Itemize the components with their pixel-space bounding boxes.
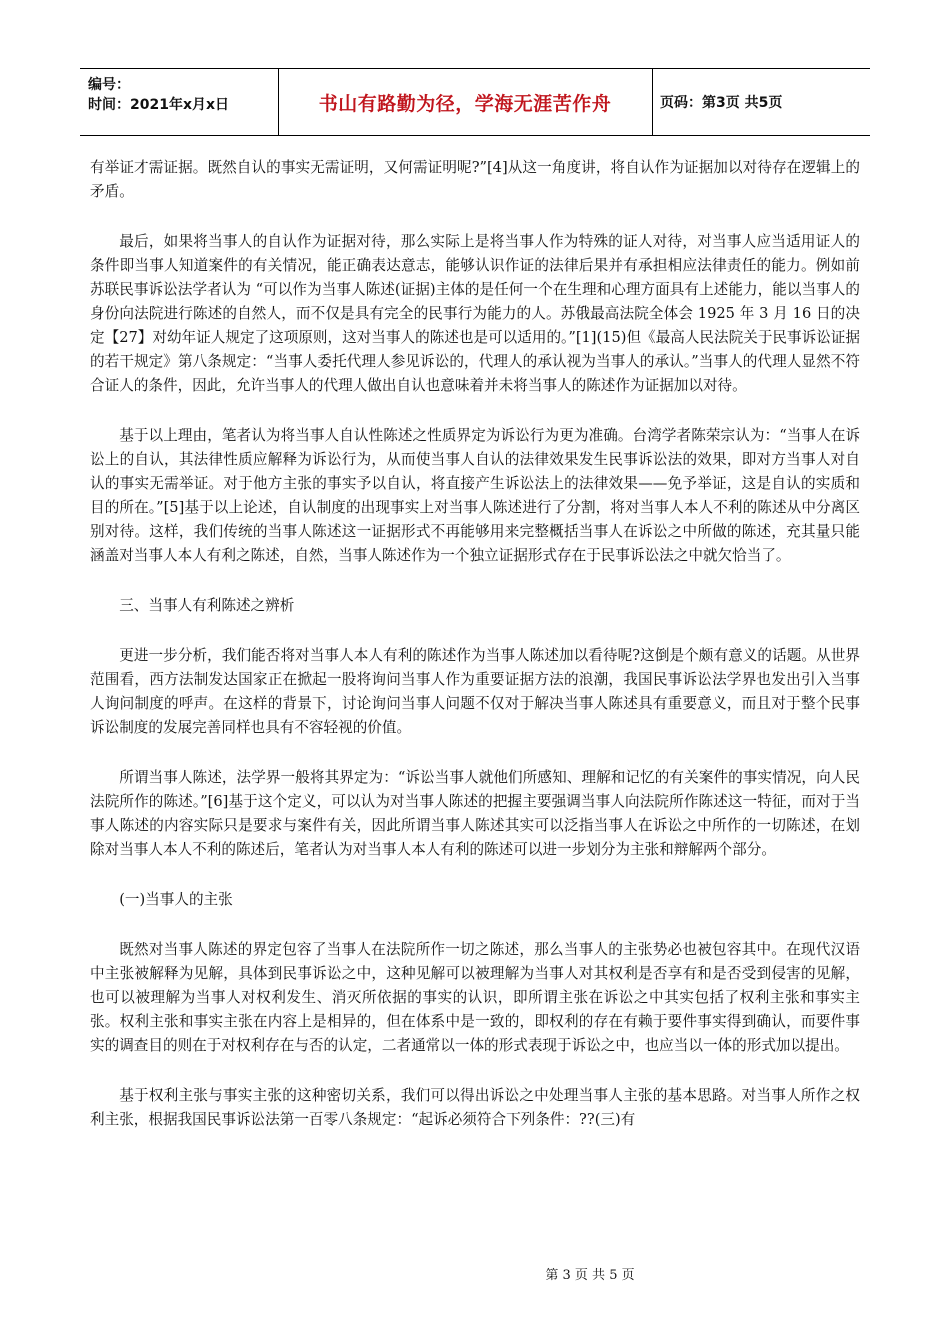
paragraph: 所谓当事人陈述，法学界一般将其界定为：“诉讼当事人就他们所感知、理解和记忆的有关案件的事实情况，向人民法院所作的陈述。”[6]基于这个定义，可以认为对当事人陈述的把握主要强调当事人向法院所作陈述这一特征，而对于当事人陈述的内容实际只是要求与案件有关，因此所谓当事人陈述其实可以泛指当事人在诉讼之中所作的一切陈述，在划除对当事人本人不利的陈述后，笔者认为对当事人本人有利的陈述可以进一步划分为主张和辩解两个部分。 <box>90 769 860 858</box>
page-footer <box>0 1264 950 1283</box>
subsection-heading: (一)当事人的主张 <box>119 891 233 908</box>
paragraph: 基于以上理由，笔者认为将当事人自认性陈述之性质界定为诉讼行为更为准确。台湾学者陈荣宗认为：“当事人在诉讼上的自认，其法律性质应解释为诉讼行为，从而使当事人自认的法律效果发生民事诉讼法的效果，即对方当事人对自认的事实无需举证。对于他方主张的事实予以自认，将直接产生诉讼法上的法律效果——免予举证，这是自认的实质和目的所在。”[5]基于以上论述，自认制度的出现事实上对当事人陈述进行了分割，将对当事人本人不利的陈述从中分离区别对待。这样，我们传统的当事人陈述这一证据形式不再能够用来完整概括当事人在诉讼之中所做的陈述，充其量只能涵盖对当事人本人有利之陈述，自然，当事人陈述作为一个独立证据形式存在于民事诉讼法之中就欠恰当了。 <box>90 427 860 564</box>
paragraph: 最后，如果将当事人的自认作为证据对待，那么实际上是将当事人作为特殊的证人对待，对当事人应当适用证人的条件即当事人知道案件的有关情况，能正确表达意志，能够认识作证的法律后果并有承担相应法律责任的能力。例如前苏联民事诉讼法学者认为 “可以作为当事人陈述(证据)主体的是任何一个在生理和心理方面具有上述能力，能以当事人的身份向法院进行陈述的自然人，而不仅是具有完全的民事行为能力的人。苏俄最高法院全体会 1925 年 3 月 16 日的决定【27】对幼年证人规定了这项原则，这对当事人的陈述也是可以适用的。”[1](15)但《最高人民法院关于民事诉讼证据的若干规定》第八条规定：“当事人委托代理人参见诉讼的，代理人的承认视为当事人的承认。”当事人的代理人显然不符合证人的条件，因此，允许当事人的代理人做出自认也意味着并未将当事人的陈述作为证据加以对待。 <box>90 233 860 394</box>
footer-page-number: 第 3 页 共 5 页 <box>545 1268 635 1283</box>
number-label: 编号： <box>88 77 130 93</box>
section-heading: 三、当事人有利陈述之辨析 <box>119 597 295 614</box>
paragraph: 基于权利主张与事实主张的这种密切关系，我们可以得出诉讼之中处理当事人主张的基本思路。对当事人所作之权利主张，根据我国民事诉讼法第一百零八条规定：“起诉必须符合下列条件：??(三)有 <box>90 1087 860 1128</box>
paragraph: 更进一步分析，我们能否将对当事人本人有利的陈述作为当事人陈述加以看待呢?这倒是个颇有意义的话题。从世界范围看，西方法制发达国家正在掀起一股将询问当事人作为重要证据方法的浪潮，我国民事诉讼法学界也发出引入当事人询问制度的呼声。在这样的背景下，讨论询问当事人问题不仅对于解决当事人陈述具有重要意义，而且对于整个民事诉讼制度的发展完善同样也具有不容轻视的价值。 <box>90 647 860 736</box>
header-meta <box>88 75 229 115</box>
time-label: 时间：2021年x月x日 <box>88 97 230 113</box>
paragraph: 既然对当事人陈述的界定包容了当事人在法院所作一切之陈述，那么当事人的主张势必也被包容其中。在现代汉语中主张被解释为见解，具体到民事诉讼之中，这种见解可以被理解为当事人对其权利是否享有和是否受到侵害的见解，也可以被理解为当事人对权利发生、消灭所依据的事实的认识，即所谓主张在诉讼之中其实包括了权利主张和事实主张。权利主张和事实主张在内容上是相异的，但在体系中是一致的，即权利的存在有赖于要件事实得到确认，而要件事实的调查目的则在于对权利存在与否的认定，二者通常以一体的形式表现于诉讼之中，也应当以一体的形式加以提出。 <box>90 941 860 1054</box>
header-motto: 书山有路勤为径，学海无涯苦作舟 <box>318 92 612 115</box>
header-table <box>80 68 870 136</box>
paragraph: 有举证才需证据。既然自认的事实无需证明，又何需证明呢?”[4]从这一角度讲，将自认作为证据加以对待存在逻辑上的矛盾。 <box>90 159 860 200</box>
document-body <box>90 156 860 1158</box>
header-page-label: 页码：第3页 共5页 <box>660 95 783 111</box>
header-divider <box>652 69 653 135</box>
